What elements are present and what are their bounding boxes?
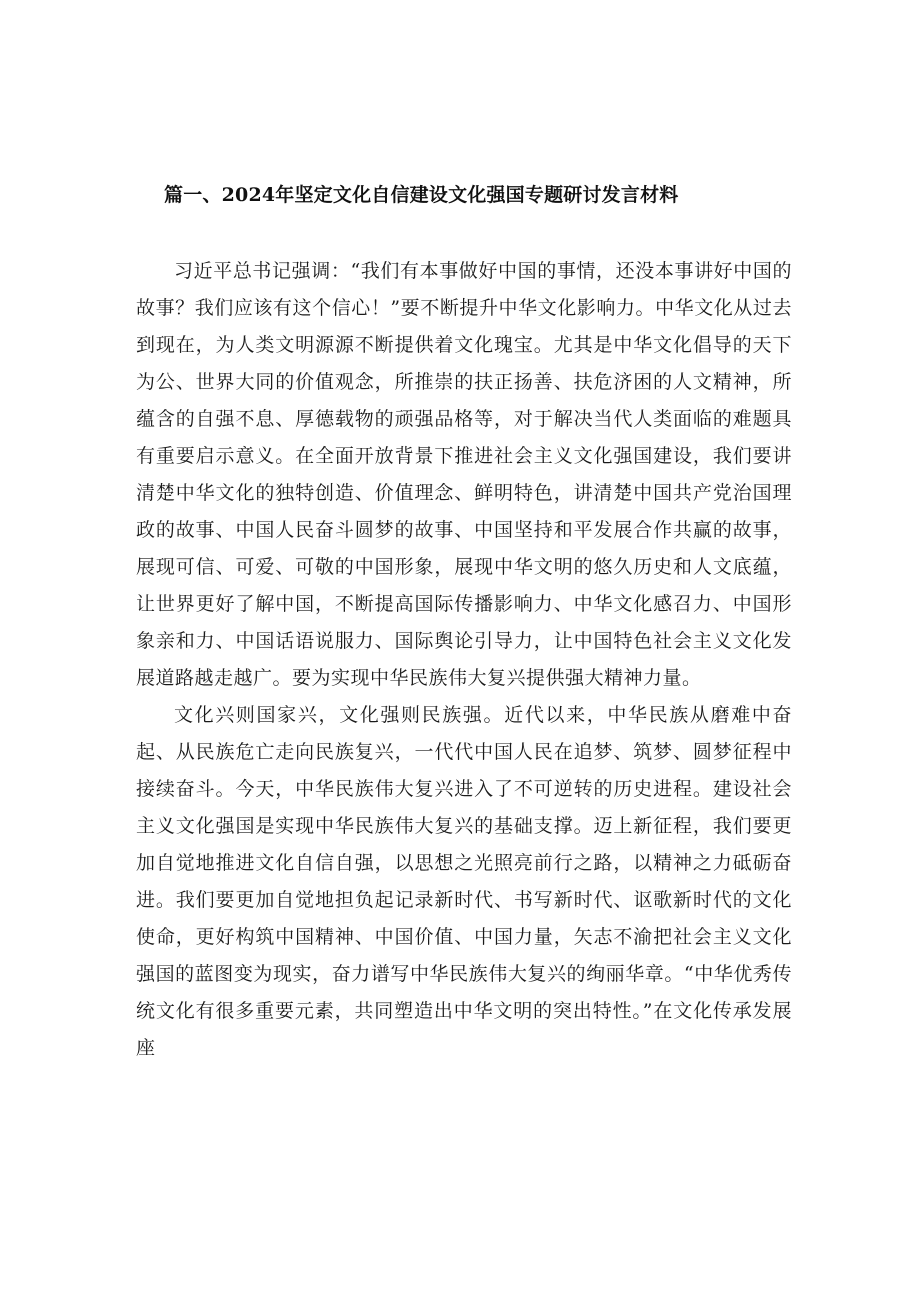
document-body — [136, 253, 792, 1067]
body-paragraph-1: 习近平总书记强调：“我们有本事做好中国的事情，还没本事讲好中国的故事？我们应该有这个信心！”要不断提升中华文化影响力。中华文化从过去到现在，为人类文明源源不断提供着文化瑰宝。尤其是中华文化倡导的天下为公、世界大同的价值观念，所推崇的扶正扬善、扶危济困的人文精神，所蕴含的自强不息、厚德载物的顽强品格等，对于解决当代人类面临的难题具有重要启示意义。在全面开放背景下推进社会主义文化强国建设，我们要讲清楚中华文化的独特创造、价值理念、鲜明特色，讲清楚中国共产党治国理政的故事、中国人民奋斗圆梦的故事、中国坚持和平发展合作共赢的故事，展现可信、可爱、可敬的中国形象，展现中华文明的悠久历史和人文底蕴，让世界更好了解中国，不断提高国际传播影响力、中华文化感召力、中国形象亲和力、中国话语说服力、国际舆论引导力，让中国特色社会主义文化发展道路越走越广。要为实现中华民族伟大复兴提供强大精神力量。 — [136, 260, 792, 689]
document-title: 篇一、2024年坚定文化自信建设文化强国专题研讨发言材料 — [164, 184, 679, 206]
body-paragraph-2: 文化兴则国家兴，文化强则民族强。近代以来，中华民族从磨难中奋起、从民族危亡走向民族复兴，一代代中国人民在追梦、筑梦、圆梦征程中接续奋斗。今天，中华民族伟大复兴进入了不可逆转的历史进程。建设社会主义文化强国是实现中华民族伟大复兴的基础支撑。迈上新征程，我们要更加自觉地推进文化自信自强，以思想之光照亮前行之路，以精神之力砥砺奋进。我们要更加自觉地担负起记录新时代、书写新时代、讴歌新时代的文化使命，更好构筑中国精神、中国价值、中国力量，矢志不渝把社会主义文化强国的蓝图变为现实，奋力谱写中华民族伟大复兴的绚丽华章。“中华优秀传统文化有很多重要元素，共同塑造出中华文明的突出特性。”在文化传承发展座 — [136, 704, 792, 1059]
